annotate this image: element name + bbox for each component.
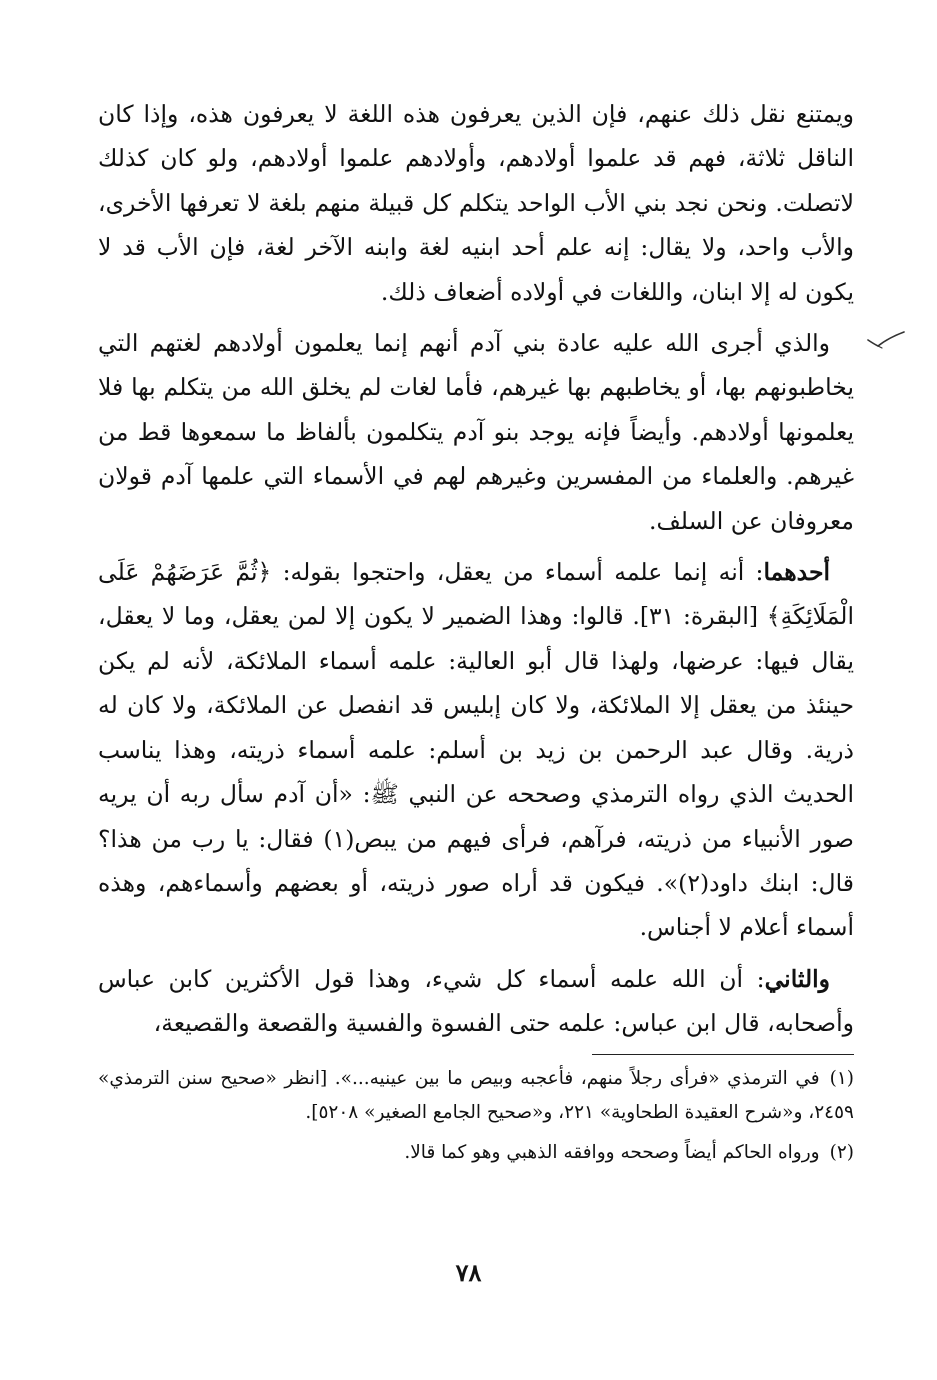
page-number: ٧٨	[455, 1258, 482, 1287]
footnote-divider	[592, 1054, 854, 1055]
footnote-1-marker: (١)	[829, 1068, 854, 1089]
handwritten-check-mark-icon	[866, 328, 906, 350]
paragraph-2	[98, 321, 854, 543]
paragraph-1	[98, 92, 854, 314]
footnote-2	[98, 1136, 854, 1170]
footnote-1-text: في الترمذي «فرأى رجلاً منهم، فأعجبه وبيص ما بين عينيه...». [انظر «صحيح سنن الترمذي» ٢٤٥٩، و«شرح العقيدة الطحاوية» ٢٢١، و«صحيح الجامع الصغير» ٥٢٠٨].	[98, 1068, 854, 1123]
footnote-2-marker: (٢)	[829, 1142, 854, 1163]
paragraph-3	[98, 550, 854, 950]
main-text	[98, 92, 854, 1046]
paragraph-4-lead: والثاني	[764, 964, 830, 993]
paragraph-3-lead: أحدهما	[763, 558, 830, 587]
paragraph-4-text: : أن الله علمه أسماء كل شيء، وهذا قول الأكثرين كابن عباس وأصحابه، قال ابن عباس: علمه حتى الفسوة والفسية والقصعة والقصيعة،	[98, 964, 854, 1038]
footnote-2-text: ورواه الحاكم أيضاً وصححه ووافقه الذهبي وهو كما قالا.	[404, 1142, 820, 1163]
paragraph-3-text: : أنه إنما علمه أسماء من يعقل، واحتجوا بقوله: ﴿ثُمَّ عَرَضَهُمْ عَلَى الْمَلَائِكَةِ﴾ [البقرة: ٣١]. قالوا: وهذا الضمير لا يكون إلا لمن يعقل، وما لا يعقل، يقال فيها: عرضها، ولهذا قال أبو العالية: علمه أسماء الملائكة، لأنه لم يكن حينئذ من يعقل إلا الملائكة، ولا كان إبليس قد انفصل عن الملائكة، ولا كان له ذرية. وقال عبد الرحمن بن زيد بن أسلم: علمه أسماء ذريته، وهذا يناسب الحديث الذي رواه الترمذي وصححه عن النبي ﷺ: «أن آدم سأل ربه أن يريه صور الأنبياء من ذريته، فرآهم، فرأى فيهم من يبص(١) فقال: يا رب من هذا؟ قال: ابنك داود(٢)». فيكون قد أراه صور ذريته، أو بعضهم وأسماءهم، وهذه أسماء أعلام لا أجناس.	[98, 558, 854, 942]
footnote-1	[98, 1062, 854, 1130]
paragraph-4	[98, 957, 854, 1046]
footnotes	[98, 1062, 854, 1170]
paragraph-2-text: والذي أجرى الله عليه عادة بني آدم أنهم إنما يعلمون أولادهم لغتهم التي يخاطبونهم بها، أو يخاطبهم بها غيرهم، فأما لغات لم يخلق الله من يتكلم بها فلا يعلمونها أولادهم. وأيضاً فإنه يوجد بنو آدم يتكلمون بألفاظ ما سمعوها قط من غيرهم. والعلماء من المفسرين وغيرهم لهم في الأسماء التي علمها آدم قولان معروفان عن السلف.	[98, 329, 854, 535]
paragraph-1-text: ويمتنع نقل ذلك عنهم، فإن الذين يعرفون هذه اللغة لا يعرفون هذه، وإذا كان الناقل ثلاثة، فهم قد علموا أولادهم، وأولادهم علموا أولادهم، ولو كان كذلك لاتصلت. ونحن نجد بني الأب الواحد يتكلم كل قبيلة منهم بلغة لا تعرفها الأخرى، والأب واحد، ولا يقال: إنه علم أحد ابنيه لغة وابنه الآخر لغة، فإن الأب قد لا يكون له إلا ابنان، واللغات في أولاده أضعاف ذلك.	[98, 100, 854, 306]
